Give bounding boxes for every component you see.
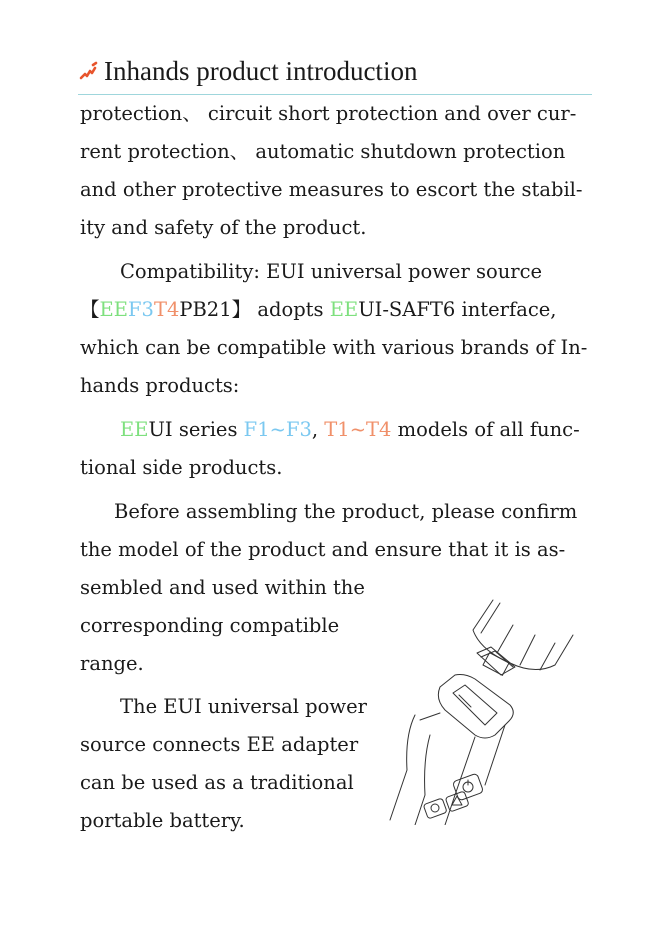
text-line-interface bbox=[80, 291, 600, 329]
paragraph-protection bbox=[80, 95, 600, 247]
text-line: portable battery. bbox=[80, 809, 245, 832]
text-line: can be used as a traditional bbox=[80, 771, 354, 794]
bracket: 】 bbox=[231, 298, 252, 321]
text-fragment: , bbox=[311, 418, 325, 441]
model-code: PB21 bbox=[179, 298, 232, 321]
text-line-series bbox=[80, 411, 600, 449]
bracket: 【 bbox=[80, 298, 100, 321]
text-line: which can be compatible with various brands of In- bbox=[80, 336, 588, 359]
battery-adapter-illustration bbox=[385, 595, 585, 825]
text-line: rent protection、 automatic shutdown protection bbox=[80, 140, 566, 163]
text-line: the model of the product and ensure that it is as- bbox=[80, 538, 566, 561]
text-line: sembled and used within the bbox=[80, 576, 365, 599]
text-line: Before assembling the product, please confirm bbox=[114, 500, 578, 523]
text-fragment: models of all func- bbox=[391, 418, 580, 441]
text-line: The EUI universal power bbox=[120, 695, 367, 718]
paragraph-compatibility bbox=[80, 253, 600, 405]
lightning-icon bbox=[78, 60, 98, 82]
page-title: Inhands product introduction bbox=[104, 56, 418, 86]
text-line: tional side products. bbox=[80, 456, 283, 479]
text-line: hands products: bbox=[80, 374, 240, 397]
highlight-ee: EE bbox=[329, 298, 359, 321]
highlight-ee: EE bbox=[120, 418, 149, 441]
text-fragment: adopts bbox=[257, 298, 330, 321]
text-line: source connects EE adapter bbox=[80, 733, 359, 756]
text-line: range. bbox=[80, 652, 144, 675]
section-header bbox=[78, 54, 592, 95]
highlight-f3: F3 bbox=[128, 298, 154, 321]
text-fragment: UI-SAFT6 interface, bbox=[358, 298, 557, 321]
highlight-f-range: F1~F3 bbox=[243, 418, 312, 441]
highlight-t-range: T1~T4 bbox=[324, 418, 392, 441]
highlight-t4: T4 bbox=[153, 298, 180, 321]
text-line: and other protective measures to escort the stabil- bbox=[80, 178, 583, 201]
paragraph-series bbox=[80, 411, 600, 487]
highlight-ee: EE bbox=[99, 298, 128, 321]
text-line: Compatibility: EUI universal power source bbox=[120, 260, 543, 283]
text-line: protection、 circuit short protection and over cur- bbox=[80, 102, 577, 125]
text-line: ity and safety of the product. bbox=[80, 216, 367, 239]
text-fragment: UI series bbox=[148, 418, 244, 441]
text-line: corresponding compatible bbox=[80, 614, 340, 637]
